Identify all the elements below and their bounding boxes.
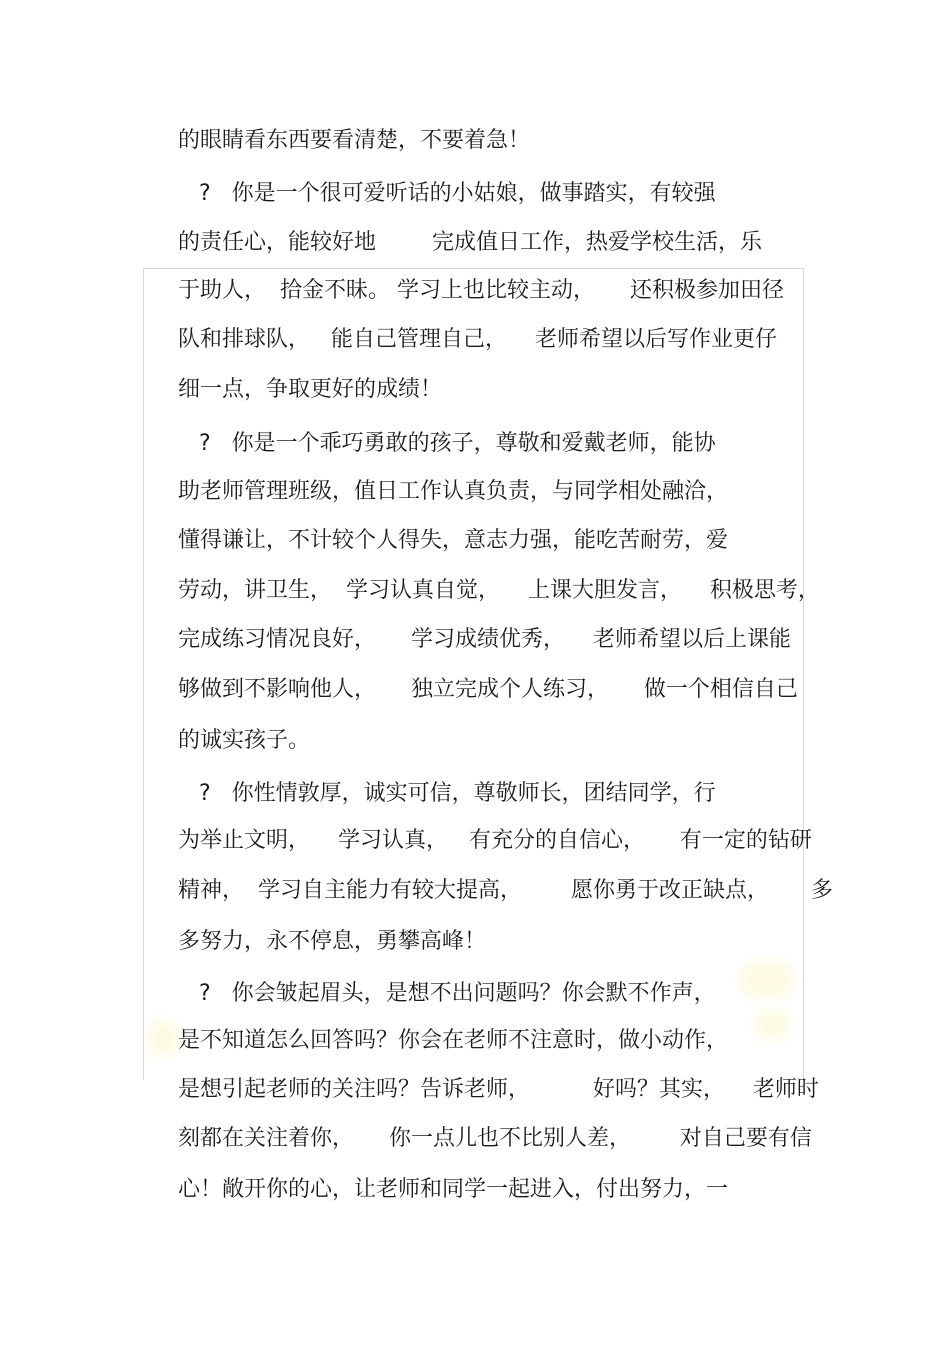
text-line: 够做到不影响他人， 独立完成个人练习， 做一个相信自己 — [178, 677, 798, 702]
text-line: 懂得谦让，不计较个人得失，意志力强，能吃苦耐劳，爱 — [178, 528, 729, 553]
text-line: 细一点，争取更好的成绩！ — [178, 377, 443, 402]
text-line: 刻都在关注着你， 你一点儿也不比别人差， 对自己要有信 — [178, 1126, 812, 1151]
text-line: 心！敞开你的心，让老师和同学一起进入，付出努力，一 — [178, 1177, 729, 1202]
text-line: 的责任心，能较好地 完成值日工作，热爱学校生活，乐 — [178, 230, 762, 255]
watermark-blot — [755, 1010, 790, 1040]
text-line: 是不知道怎么回答吗？你会在老师不注意时，做小动作， — [178, 1028, 729, 1053]
text-line: 完成练习情况良好， 学习成绩优秀， 老师希望以后上课能 — [178, 627, 791, 652]
frame-top-border — [143, 268, 805, 269]
text-line: 劳动，讲卫生， 学习认真自觉， 上课大胆发言， 积极思考， — [178, 578, 820, 603]
text-line: 于助人， 拾金不昧。 学习上也比较主动， 还积极参加田径 — [178, 278, 784, 303]
text-line: ? 你性情敦厚，诚实可信，尊敬师长，团结同学，行 — [178, 781, 716, 806]
text-line: 多努力，永不停息，勇攀高峰！ — [178, 929, 487, 954]
frame-left-border — [143, 268, 144, 1080]
text-line: ? 你会皱起眉头，是想不出问题吗？你会默不作声， — [178, 981, 716, 1006]
text-line: 的眼睛看东西要看清楚，不要着急！ — [178, 128, 531, 153]
watermark-blot — [148, 1020, 178, 1058]
text-line: 是想引起老师的关注吗？告诉老师， 好吗？其实， 老师时 — [178, 1077, 819, 1102]
text-line: ? 你是一个很可爱听话的小姑娘，做事踏实，有较强 — [178, 181, 716, 206]
text-line: 精神， 学习自主能力有较大提高， 愿你勇于改正缺点， 多 — [178, 878, 833, 903]
text-line: 为举止文明， 学习认真， 有充分的自信心， 有一定的钻研 — [178, 828, 812, 853]
text-line: 的诚实孩子。 — [178, 728, 311, 753]
watermark-blot — [740, 960, 795, 1000]
frame-right-border — [803, 268, 804, 1080]
text-line: ? 你是一个乖巧勇敢的孩子，尊敬和爱戴老师，能协 — [178, 431, 716, 456]
text-line: 队和排球队， 能自己管理自己， 老师希望以后写作业更仔 — [178, 327, 777, 352]
text-line: 助老师管理班级，值日工作认真负责，与同学相处融洽， — [178, 479, 729, 504]
